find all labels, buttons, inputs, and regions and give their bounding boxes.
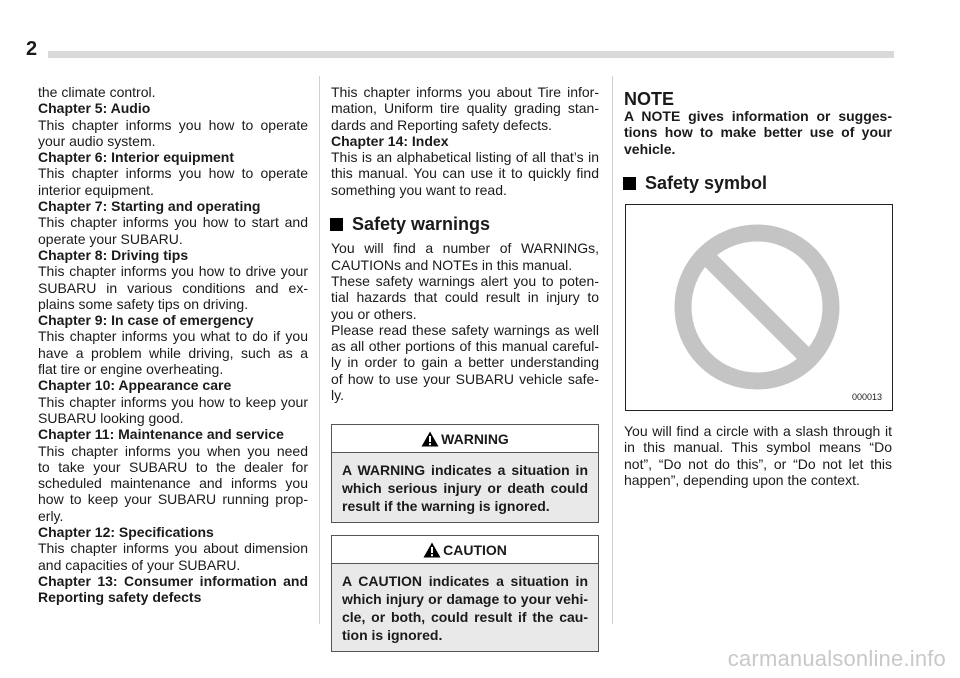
chapter-9-title: Chapter 9: In case of emergency — [38, 312, 254, 329]
chapter-12-title: Chapter 12: Specifications — [38, 524, 214, 541]
warning-box — [331, 424, 599, 523]
ch13-line: This chapter informs you about Tire infor- — [331, 84, 599, 100]
chapter-14-line: this manual. You can use it to quickly find — [331, 165, 599, 182]
note-line: vehicle. — [624, 140, 676, 157]
chapter-11-line: scheduled maintenance and informs you — [38, 475, 308, 492]
chapter-14-line: something you want to read. — [331, 181, 507, 198]
chapter-6-line: interior equipment. — [38, 181, 154, 198]
safety-para-line: ly in order to gain a better understanding — [331, 354, 599, 371]
safety-symbol-heading — [620, 172, 892, 193]
square-bullet-icon — [330, 218, 343, 231]
chapter-10-line: SUBARU looking good. — [38, 409, 184, 426]
chapter-11-line: how to keep your SUBARU running prop- — [38, 491, 308, 508]
warning-line: which serious injury or death could — [342, 480, 588, 497]
warning-triangle-icon — [421, 431, 439, 447]
chapter-7-line: operate your SUBARU. — [38, 230, 183, 247]
warning-label: WARNING — [441, 430, 509, 447]
caution-body — [331, 564, 599, 652]
symbol-description — [624, 423, 892, 488]
safety-para-line: CAUTIONs and NOTEs in this manual. — [331, 256, 573, 273]
safety-para-line: tial hazards that could result in injury to — [331, 289, 599, 306]
ch13-line: dards and Reporting safety defects. — [331, 116, 553, 133]
warning-line: A WARNING indicates a situation in — [342, 462, 588, 479]
chapter-8-line: This chapter informs you how to drive your — [38, 263, 308, 280]
caution-line: tion is ignored. — [342, 627, 443, 644]
intro-line: the climate control. — [38, 84, 156, 100]
chapter-14-title: Chapter 14: Index — [331, 132, 449, 149]
safety-para-line: ly. — [331, 387, 344, 404]
symbol-line: in this manual. This symbol means “Do — [624, 439, 892, 456]
chapter-9-line: flat tire or engine overheating. — [38, 361, 224, 378]
column-divider-2 — [612, 76, 613, 624]
chapter-8-title: Chapter 8: Driving tips — [38, 246, 189, 263]
column-2 — [331, 84, 599, 652]
ch13-line: mation, Uniform tire quality grading stan- — [331, 100, 599, 117]
warning-header — [331, 424, 599, 453]
symbol-line: not”, “Do not do this”, or “Do not let this — [624, 455, 892, 472]
note-title: NOTE — [624, 89, 675, 109]
chapter-12-line: and capacities of your SUBARU. — [38, 556, 241, 573]
chapter-11-title: Chapter 11: Maintenance and service — [38, 426, 284, 443]
safety-para-line: of how to use your SUBARU vehicle safe- — [331, 370, 599, 387]
safety-para-line: You will find a number of WARNINGs, — [331, 240, 599, 257]
chapter-7-line: This chapter informs you how to start and — [38, 214, 308, 231]
chapter-6-line: This chapter informs you how to operate — [38, 165, 308, 182]
safety-symbol-figure — [625, 204, 893, 411]
caution-triangle-icon — [423, 542, 441, 558]
safety-para-line: Please read these safety warnings as well — [331, 321, 599, 338]
chapter-14-line: This is an alphabetical listing of all that’s in — [331, 149, 599, 166]
chapter-11-line: This chapter informs you when you need — [38, 442, 308, 459]
chapter-9-line: have a problem while driving, such as a — [38, 344, 308, 361]
caution-line: A CAUTION indicates a situation in — [342, 573, 588, 590]
chapter-8-line: plains some safety tips on driving. — [38, 295, 249, 312]
chapter-9-line: This chapter informs you what to do if you — [38, 328, 308, 345]
chapter-11-line: erly. — [38, 507, 64, 524]
symbol-line: You will find a circle with a slash through it — [624, 423, 892, 440]
safety-warnings-heading — [327, 214, 599, 235]
warning-line: result if the warning is ignored. — [342, 498, 550, 515]
chapter-11-line: to take your SUBARU to the dealer for — [38, 458, 308, 475]
caution-label: CAUTION — [443, 541, 507, 558]
chapter-5-line: This chapter informs you how to operate — [38, 116, 308, 133]
caution-header — [331, 535, 599, 564]
safety-para-line: you or others. — [331, 305, 417, 322]
safety-para-line: as all other portions of this manual careful- — [331, 338, 599, 355]
safety-symbol-heading-text: Safety symbol — [645, 172, 768, 193]
chapter-7-title: Chapter 7: Starting and operating — [38, 198, 261, 215]
column-1 — [38, 84, 308, 606]
square-bullet-icon — [623, 177, 636, 190]
page-number: 2 — [26, 38, 38, 60]
warning-body — [331, 453, 599, 523]
note-line: tions how to make better use of your — [624, 124, 892, 141]
caution-line: which injury or damage to your vehi- — [342, 591, 588, 608]
caution-box — [331, 535, 599, 652]
watermark: carmanualsonline.info — [727, 646, 946, 671]
chapter-8-line: SUBARU in various conditions and ex- — [38, 279, 308, 296]
chapter-10-line: This chapter informs you how to keep your — [38, 393, 308, 410]
prohibition-icon — [626, 205, 892, 410]
chapter-5-title: Chapter 5: Audio — [38, 100, 151, 117]
note-line: A NOTE gives information or sugges- — [624, 108, 892, 124]
chapter-13-title: Chapter 13: Consumer information and — [38, 572, 308, 589]
symbol-line: happen”, depending upon the context. — [624, 472, 860, 489]
safety-warnings-heading-text: Safety warnings — [352, 214, 491, 235]
caution-line: cle, or both, could result if the cau- — [342, 609, 588, 626]
column-3 — [624, 90, 892, 488]
header-rule — [48, 51, 894, 58]
safety-para-line: These safety warnings alert you to poten- — [331, 272, 599, 289]
figure-code: 000013 — [851, 391, 882, 402]
chapter-12-line: This chapter informs you about dimension — [38, 540, 308, 557]
chapter-6-title: Chapter 6: Interior equipment — [38, 149, 235, 166]
column-divider-1 — [319, 76, 320, 624]
chapter-13-title: Reporting safety defects — [38, 589, 202, 606]
chapter-10-title: Chapter 10: Appearance care — [38, 377, 232, 394]
chapter-5-line: your audio system. — [38, 132, 156, 149]
